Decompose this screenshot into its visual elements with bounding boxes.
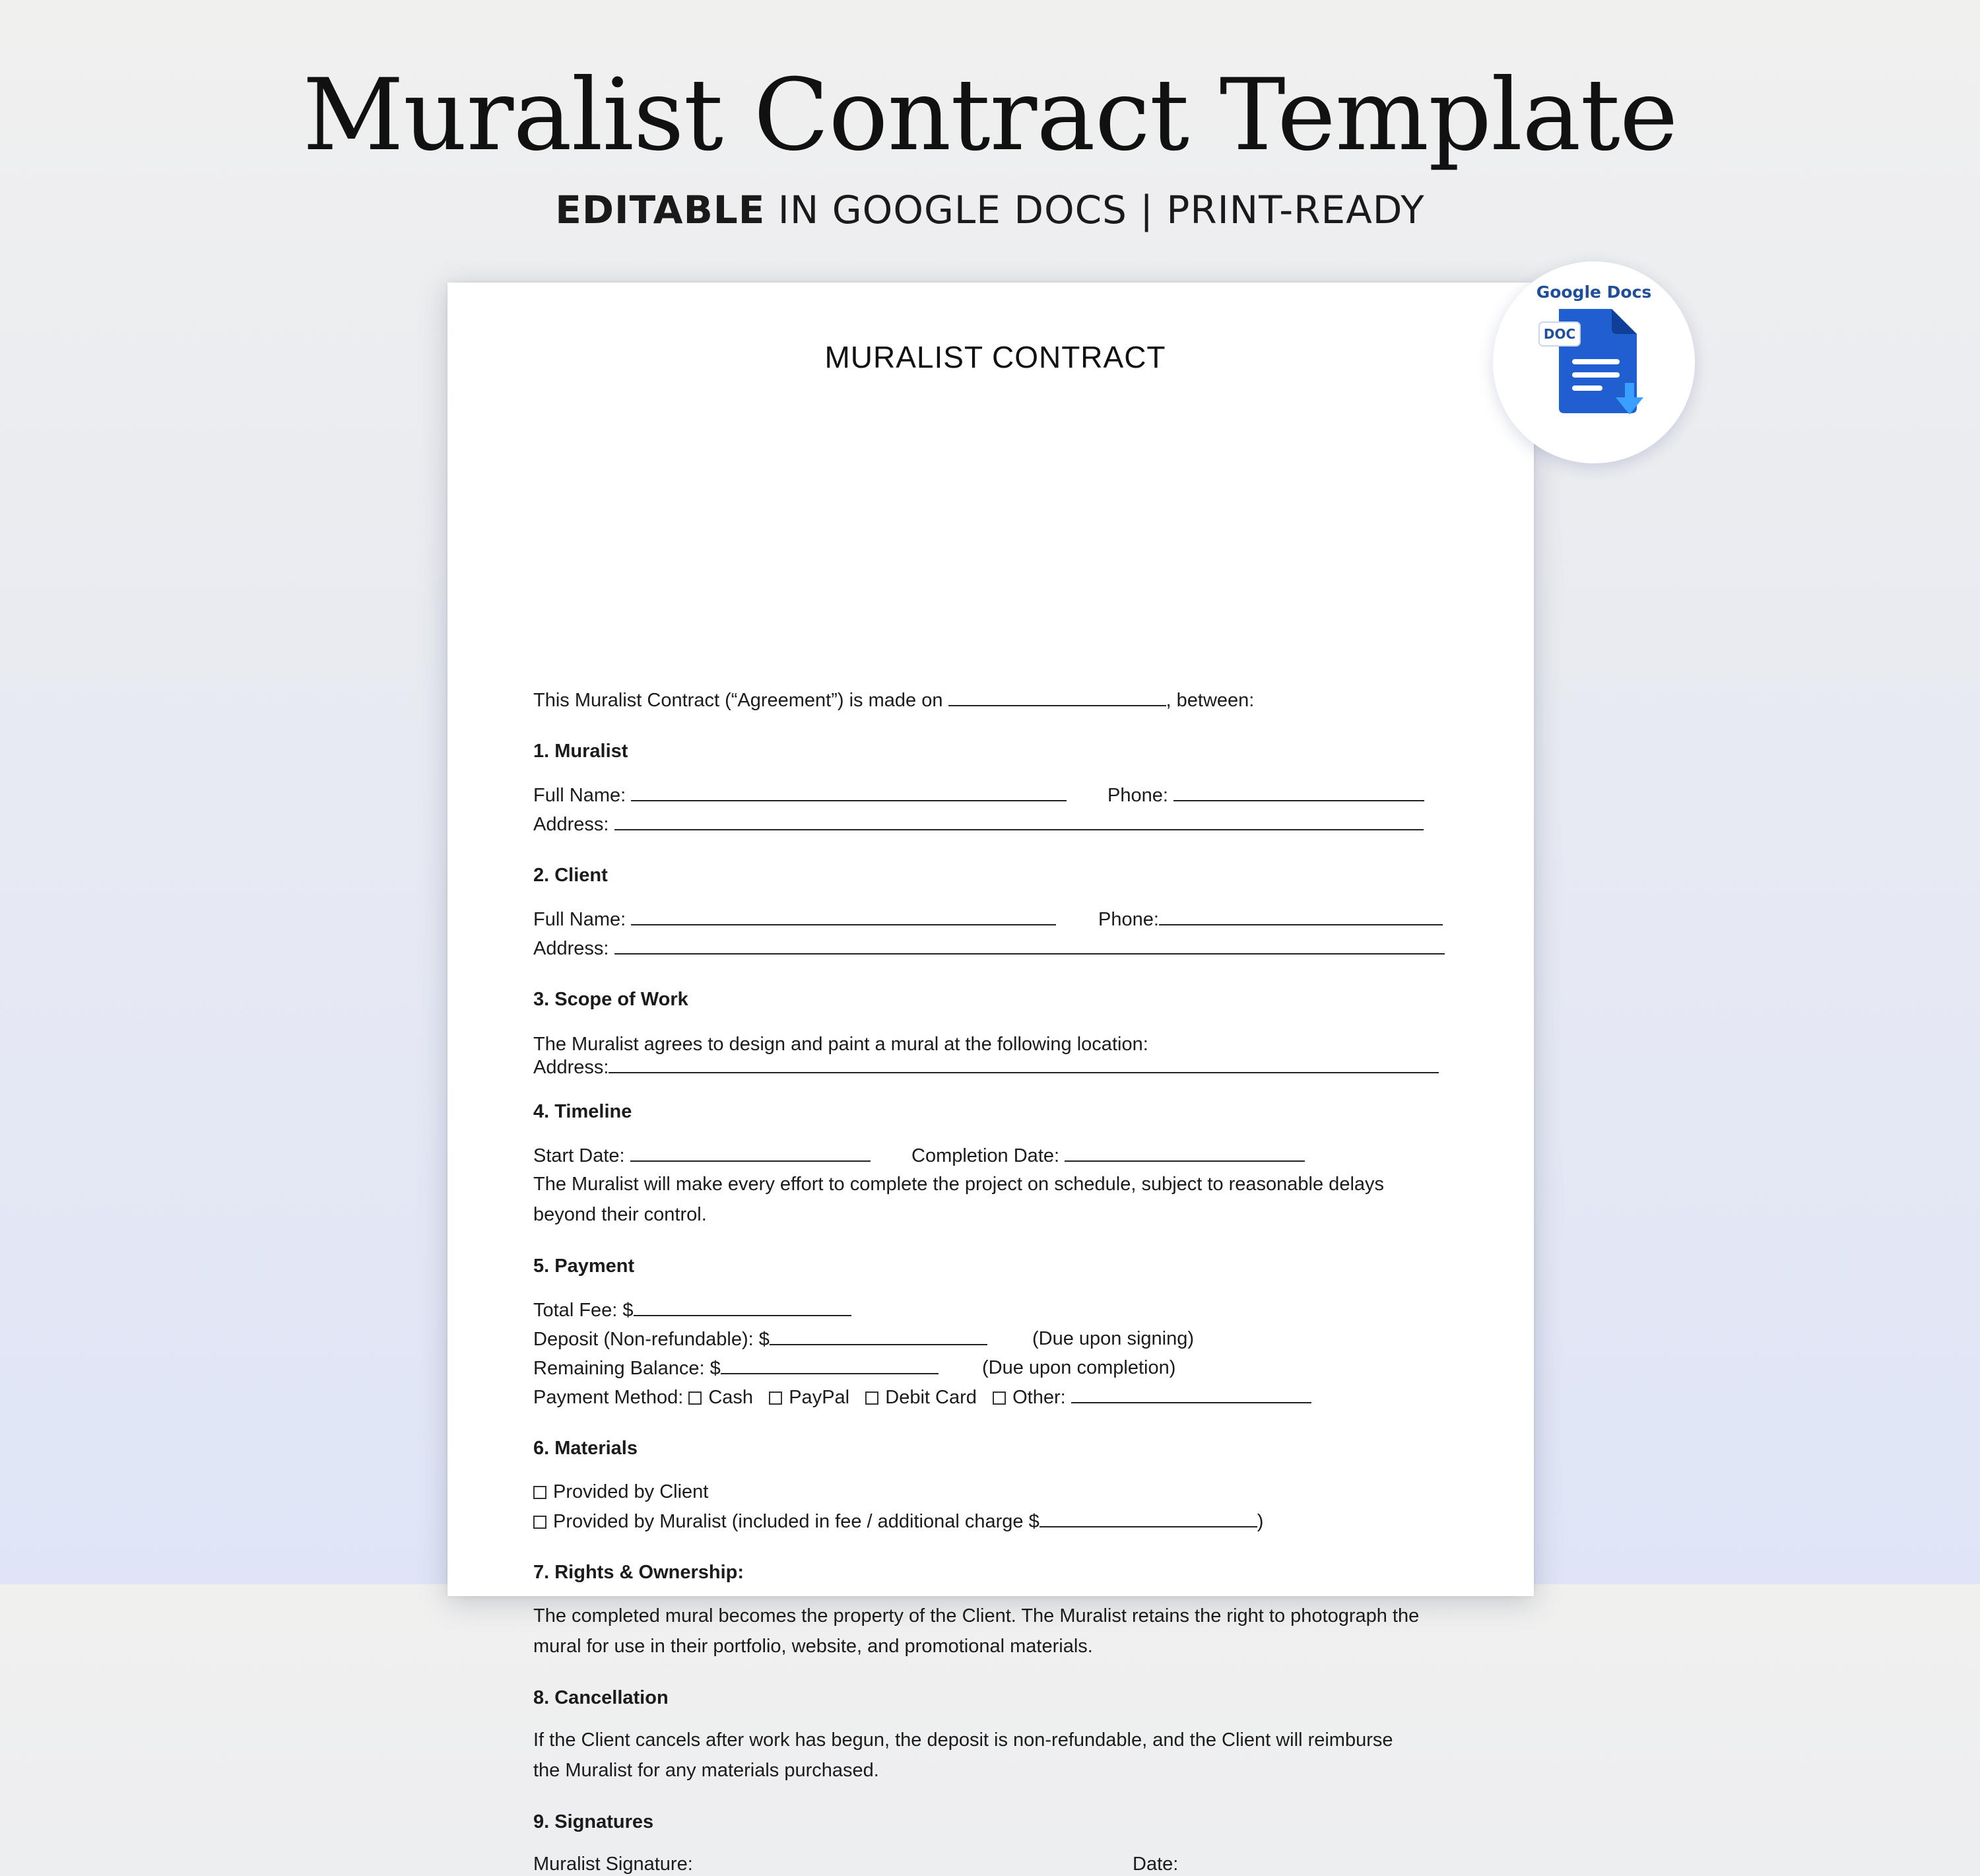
timeline-text-1: The Muralist will make every effort to complete the project on schedule, subject to reasonable delays <box>533 1174 1385 1195</box>
section-heading-materials: 6. Materials <box>533 1438 638 1459</box>
muralist-signature-label: Muralist Signature: <box>533 1854 693 1875</box>
label: Full Name: <box>533 909 632 930</box>
google-docs-download-icon <box>1538 309 1650 428</box>
option-debit-card: Debit Card <box>885 1387 977 1408</box>
badge-label: Google Docs <box>1536 283 1652 302</box>
section-heading-muralist: 1. Muralist <box>533 741 628 762</box>
section-heading-payment: 5. Payment <box>533 1256 635 1277</box>
label: Full Name: <box>533 785 632 806</box>
label-end: ) <box>1257 1511 1264 1532</box>
intro-text: This Muralist Contract (“Agreement”) is made on <box>533 690 948 711</box>
client-phone-line <box>1098 907 1443 931</box>
materials-option-2 <box>533 1509 1263 1533</box>
hero-subtitle-bold: EDITABLE <box>555 187 766 232</box>
checkbox-provided-by-muralist[interactable] <box>533 1516 546 1529</box>
doc-tag-text: DOC <box>1543 326 1576 342</box>
label: Remaining Balance: $ <box>533 1358 721 1379</box>
additional-charge-field[interactable] <box>1040 1509 1257 1527</box>
total-fee-field[interactable] <box>634 1298 851 1316</box>
timeline-text-2: beyond their control. <box>533 1204 707 1225</box>
cancellation-text-1: If the Client cancels after work has begun, the deposit is non-refundable, and the Client will reimburse <box>533 1729 1393 1751</box>
remaining-line <box>533 1356 939 1380</box>
payment-method-line <box>533 1385 1311 1409</box>
section-heading-client: 2. Client <box>533 865 608 886</box>
total-fee-line <box>533 1298 851 1322</box>
client-phone-field[interactable] <box>1159 907 1443 925</box>
muralist-phone-field[interactable] <box>1173 783 1424 801</box>
completion-date-field[interactable] <box>1065 1143 1305 1162</box>
hero-subtitle <box>0 184 1980 236</box>
start-date-line <box>533 1143 871 1168</box>
deposit-note: (Due upon signing) <box>1032 1328 1195 1349</box>
muralist-address-line <box>533 812 1424 836</box>
checkbox-other[interactable] <box>993 1391 1006 1405</box>
label: Payment Method: <box>533 1387 689 1408</box>
deposit-line <box>533 1327 987 1351</box>
other-method-field[interactable] <box>1071 1385 1311 1403</box>
label: Address: <box>533 938 614 959</box>
checkbox-debit-card[interactable] <box>865 1391 878 1405</box>
start-date-field[interactable] <box>630 1143 871 1162</box>
signature-date-label: Date: <box>1133 1854 1179 1875</box>
checkbox-cash[interactable] <box>688 1391 702 1405</box>
checkbox-provided-by-client[interactable] <box>533 1486 546 1499</box>
client-name-field[interactable] <box>631 907 1056 925</box>
client-name-line <box>533 907 1056 931</box>
client-address-line <box>533 936 1445 960</box>
rights-text-2: mural for use in their portfolio, website, and promotional materials. <box>533 1636 1093 1657</box>
google-docs-badge <box>1493 261 1695 463</box>
rights-text-1: The completed mural becomes the property of the Client. The Muralist retains the right to photograph the <box>533 1605 1420 1626</box>
remaining-note: (Due upon completion) <box>982 1357 1176 1378</box>
muralist-phone-line <box>1107 783 1424 807</box>
date-field[interactable] <box>948 688 1166 706</box>
label: Total Fee: $ <box>533 1300 634 1321</box>
hero-title: Muralist Contract Template <box>302 58 1678 173</box>
muralist-name-line <box>533 783 1067 807</box>
deposit-field[interactable] <box>770 1327 987 1345</box>
checkbox-paypal[interactable] <box>769 1391 782 1405</box>
option-paypal: PayPal <box>789 1387 850 1408</box>
scope-address-field[interactable] <box>609 1055 1439 1073</box>
client-address-field[interactable] <box>614 936 1445 955</box>
label: Address: <box>533 814 614 835</box>
label: Provided by Muralist (included in fee / additional charge $ <box>553 1511 1040 1532</box>
section-heading-timeline: 4. Timeline <box>533 1101 632 1122</box>
materials-option-1 <box>533 1480 708 1504</box>
option-other: Other: <box>1012 1387 1071 1408</box>
scope-text: The Muralist agrees to design and paint a mural at the following location: <box>533 1034 1148 1055</box>
muralist-name-field[interactable] <box>631 783 1067 801</box>
muralist-address-field[interactable] <box>614 812 1424 830</box>
completion-date-line <box>911 1143 1305 1168</box>
intro-end: , between: <box>1166 690 1255 711</box>
hero-subtitle-rest: IN GOOGLE DOCS | PRINT-READY <box>765 187 1425 232</box>
label: Phone: <box>1098 909 1159 930</box>
document-title: MURALIST CONTRACT <box>824 340 1166 374</box>
label: Start Date: <box>533 1145 630 1166</box>
label: Provided by Client <box>553 1481 709 1502</box>
option-cash: Cash <box>708 1387 754 1408</box>
section-heading-signatures: 9. Signatures <box>533 1811 654 1832</box>
section-heading-scope: 3. Scope of Work <box>533 989 688 1010</box>
intro-line <box>533 688 1254 712</box>
label: Address: <box>533 1057 609 1078</box>
label: Deposit (Non-refundable): $ <box>533 1329 770 1350</box>
scope-address-line <box>533 1055 1439 1079</box>
label: Completion Date: <box>911 1145 1065 1166</box>
document-page <box>447 283 1534 1875</box>
remaining-field[interactable] <box>721 1356 939 1374</box>
label: Phone: <box>1107 785 1173 806</box>
section-heading-rights: 7. Rights & Ownership: <box>533 1562 744 1583</box>
cancellation-text-2: the Muralist for any materials purchased. <box>533 1760 879 1781</box>
section-heading-cancellation: 8. Cancellation <box>533 1687 669 1708</box>
